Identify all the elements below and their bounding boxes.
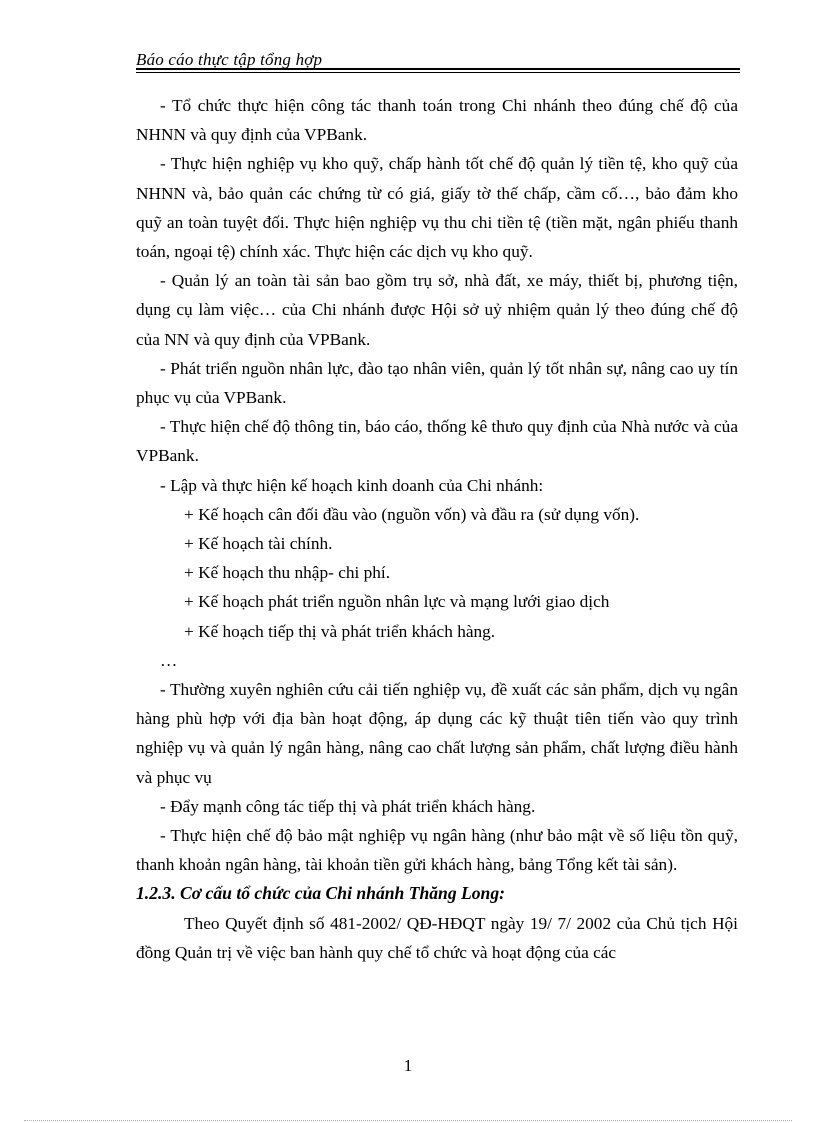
paragraph: - Lập và thực hiện kế hoạch kinh doanh của Chi nhánh: bbox=[160, 475, 544, 495]
plan-item: + Kế hoạch tiếp thị và phát triển khách hàng. bbox=[184, 621, 496, 641]
paragraph: - Đẩy mạnh công tác tiếp thị và phát triển khách hàng. bbox=[160, 796, 536, 816]
plan-item: + Kế hoạch cân đối đầu vào (nguồn vốn) và đầu ra (sử dụng vốn). bbox=[184, 504, 640, 524]
paragraph: - Phát triển nguồn nhân lực, đào tạo nhân viên, quản lý tốt nhân sự, nâng cao uy tín phục vụ của VPBank. bbox=[136, 358, 738, 408]
page-bottom-border bbox=[24, 1120, 792, 1121]
paragraph: - Thực hiện chế độ thông tin, báo cáo, thống kê thưo quy định của Nhà nước và của VPBank. bbox=[136, 417, 738, 466]
header-rule-thin bbox=[136, 72, 740, 73]
paragraph: - Thực hiện nghiệp vụ kho quỹ, chấp hành tốt chế độ quản lý tiền tệ, kho quỹ của NHNN và, bảo quản các chứng từ có giá, giấy tờ thế chấp, cầm cố…, bảo đảm kho quỹ an toàn tuyệt đối. Thực hiện nghiệp vụ thu chi tiền tệ (tiền mặt, ngân phiếu thanh toán, ngoại tệ) chính xác. Thực hiện các dịch vụ kho quỹ. bbox=[136, 154, 738, 262]
paragraph: - Thực hiện chế độ bảo mật nghiệp vụ ngân hàng (như bảo mật về số liệu tồn quỹ, thanh khoản ngân hàng, tài khoản tiền gửi khách hàng, bảng Tổng kết tài sản). bbox=[136, 826, 738, 875]
paragraph: - Tổ chức thực hiện công tác thanh toán trong Chi nhánh theo đúng chế độ của NHNN và quy định của VPBank. bbox=[136, 96, 738, 145]
section-heading: 1.2.3. Cơ cấu tổ chức của Chi nhánh Thăng Long: bbox=[136, 883, 505, 904]
ellipsis-line: … bbox=[160, 650, 178, 670]
document-body bbox=[136, 91, 738, 967]
section-body-paragraph: Theo Quyết định số 481-2002/ QĐ-HĐQT ngày 19/ 7/ 2002 của Chủ tịch Hội đồng Quản trị về việc ban hành quy chế tổ chức và hoạt động của các bbox=[136, 913, 738, 962]
plan-item: + Kế hoạch thu nhập- chi phí. bbox=[184, 563, 391, 583]
paragraph: - Quản lý an toàn tài sản bao gồm trụ sở, nhà đất, xe máy, thiết bị, phương tiện, dụng cụ làm việc… của Chi nhánh được Hội sở uỷ nhiệm quản lý theo đúng chế độ của NN và quy định của VPBank. bbox=[136, 271, 738, 349]
page-number: 1 bbox=[403, 1056, 413, 1075]
paragraph: - Thường xuyên nghiên cứu cải tiến nghiệp vụ, đề xuất các sản phẩm, dịch vụ ngân hàng phù hợp với địa bàn hoạt động, áp dụng các kỹ thuật tiên tiến vào quy trình nghiệp vụ và quản lý ngân hàng, nâng cao chất lượng sản phẩm, chất lượng điều hành và phục vụ bbox=[136, 680, 738, 787]
plan-item: + Kế hoạch phát triển nguồn nhân lực và mạng lưới giao dịch bbox=[184, 592, 610, 612]
plan-item: + Kế hoạch tài chính. bbox=[184, 534, 333, 554]
header-rule-thick bbox=[136, 68, 740, 70]
document-header-title: Báo cáo thực tập tổng hợp bbox=[136, 50, 323, 69]
